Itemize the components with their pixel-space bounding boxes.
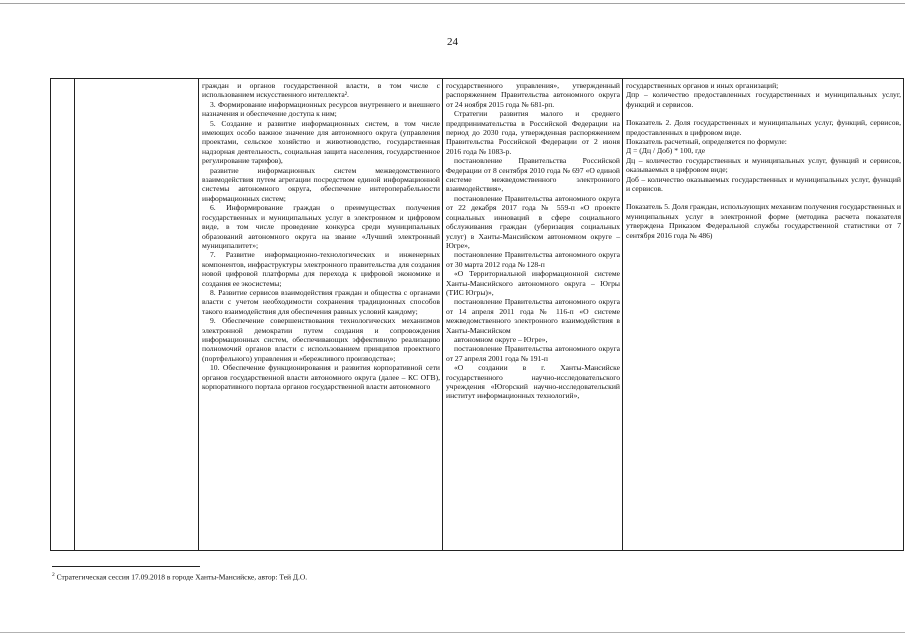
indicator-formula: Д = (Дц / Доб) * 100, где [626, 146, 706, 156]
indicator-text: Доб – количество оказываемых государственных и муниципальных услуг, функций и сервисов. [626, 174, 901, 194]
table-cell-legal-acts [443, 79, 623, 551]
activity-text: 6. Информирование граждан о преимуществах получения государственных и муниципальных услуг в электронном и цифровом виде, в том числе проведение конкурса среди муниципальных образований автономного округа на звание «Лучший электронный муниципалитет»; [202, 203, 440, 250]
indicator-text: Дпр – количество предоставленных государственных и муниципальных услуг, функций и сервисов. [626, 90, 901, 109]
page-number: 24 [447, 36, 458, 48]
indicator-text: Показатель расчетный, определяется по формуле: [626, 137, 787, 147]
activity-text: 3. Формирование информационных ресурсов внутреннего и внешнего назначения и обеспечение доступа к ним; [202, 99, 440, 119]
activity-text: 5. Создание и развитие информационных систем, в том числе имеющих особо важное значение для автономного округа (управления проектами, сельское хозяйство и животноводство, государственная надзорная деятельность, социальная защита населения, государственное регулирование тарифов), [202, 118, 440, 166]
table-cell-indicators [623, 79, 904, 551]
footnote [52, 572, 307, 582]
footnote-mark: 2 [52, 572, 55, 578]
footnote-separator [52, 566, 200, 567]
legal-act-text: Стратегии развития малого и среднего предпринимательства в Российской Федерации на период до 2030 года, утвержденная распоряжением Правительства Российской Федерации от 2 июня 2016 года № 1083-р. [446, 109, 620, 156]
table-cell-activities [199, 79, 443, 551]
table-row [51, 79, 904, 551]
legal-act-text: государственного управления», утвержденный распоряжением Правительства автономного округа от 24 ноября 2015 года № 681-рп. [446, 81, 620, 109]
indicator-text: Дц – количество государственных и муниципальных услуг, функций и сервисов, оказываемых в цифровом виде; [626, 155, 901, 175]
legal-act-text: постановление Правительства Российской Федерации от 8 сентября 2010 года № 697 «О единой системе межведомственного электронного взаимодействия», [446, 156, 620, 194]
legal-act-text: постановление Правительства автономного округа от 22 декабря 2017 года № 559-п «О проекте социальных инноваций в сфере социального обслуживания граждан (уберизация социальных услуг) в Ханты-Мансийском автономном округе – Югре», [446, 193, 620, 250]
indicator-text: Показатель 5. Доля граждан, использующих механизм получения государственных и муниципальных услуг в электронной форме (методика расчета показателя утверждена Приказом Федеральной службы государственной статистики от 7 сентября 2016 года № 486) [626, 202, 901, 240]
table-cell-blank-1 [51, 79, 75, 551]
activity-text: 9. Обеспечение совершенствования технологических механизмов электронной демократии путем создания и сопровождения информационных систем, обеспечивающих эффективную реализацию полномочий органов власти с использованием принципов проектного (портфельного) управления и «бережливого производства»; [202, 316, 440, 363]
legal-act-text: постановление Правительства автономного округа от 27 апреля 2001 года № 191-п [446, 344, 620, 363]
scan-edge-bottom [0, 632, 905, 633]
activity-text: развитие информационных систем межведомственного взаимодействия путем агрегации посредством единой информационной системы автономного округа, обеспечение интероперабельности информационных систем; [202, 165, 440, 203]
activity-text: 7. Развитие информационно-технологических и инженерных компонентов, инфраструктуры электронного правительства для создания новой цифровой платформы для перехода к цифровой экономике и создания ее экосистемы; [202, 250, 440, 288]
scan-edge-top [0, 3, 905, 4]
indicator-text: Показатель 2. Доля государственных и муниципальных услуг, функций, сервисов, предоставленных в цифровом виде. [626, 118, 901, 137]
legal-act-text: автономном округе – Югре», [454, 334, 548, 344]
legal-act-text: постановление Правительства автономного округа от 14 апреля 2011 года № 116-п «О системе межведомственного электронного взаимодействия в Ханты-Мансийском [446, 297, 620, 335]
activity-text: граждан и органов государственной власти, в том числе с использованием искусственного интеллекта². [202, 81, 440, 100]
legal-act-text: постановление Правительства автономного округа от 30 марта 2012 года № 128-п [446, 250, 620, 269]
activity-text: 8. Развитие сервисов взаимодействия граждан и общества с органами власти с учетом необходимости сохранения традиционных способов такого взаимодействия для обеспечения равных условий каждому; [202, 287, 440, 316]
legal-act-text: «О Территориальной информационной системе Ханты-Мансийского автономного округа – Югры (ТИС Югры)», [446, 269, 620, 297]
footnote-text: Стратегическая сессия 17.09.2018 в городе Ханты-Мансийске, автор: Тей Д.О. [56, 572, 308, 582]
indicator-text: государственных органов и иных организаций; [626, 81, 779, 90]
legal-act-text: «О создании в г. Ханты-Мансийске государственного научно-исследовательского учреждения «Югорский научно-исследовательский институт информационных технологий», [446, 363, 620, 401]
program-table [50, 78, 904, 551]
table-cell-blank-2 [75, 79, 199, 551]
activity-text: 10. Обеспечение функционирования и развития корпоративной сети органов государственной власти автономного округа (далее – КС ОГВ), корпоративного портала органов государственной власти автономного [202, 363, 440, 391]
